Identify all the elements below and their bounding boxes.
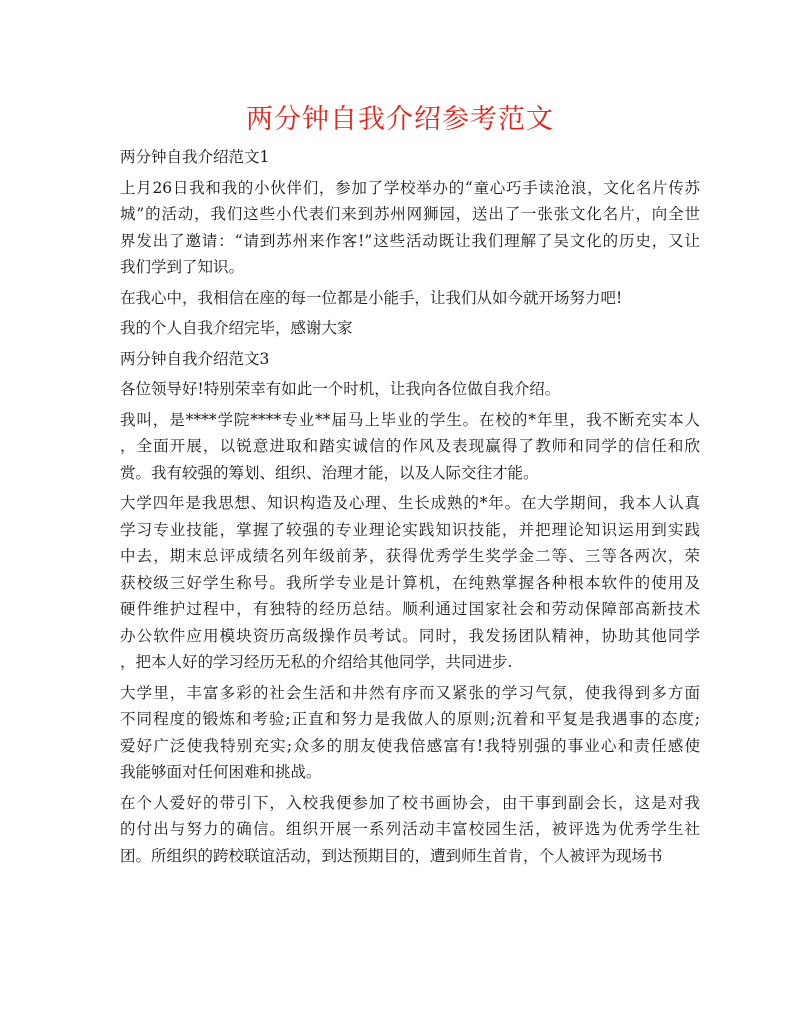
paragraph xyxy=(120,315,700,342)
paragraph-line: 两分钟自我介绍范文1 xyxy=(120,148,270,166)
paragraph-line: 不同程度的锻炼和考验;正直和努力是我做人的原则;沉着和平复是我遇事的态度; xyxy=(120,710,700,728)
paragraph-line: 大学四年是我思想、知识构造及心理、生长成熟的*年。在大学期间，我本人认真 xyxy=(120,494,700,512)
paragraph-line: 的付出与努力的确信。组织开展一系列活动丰富校园生活，被评选为优秀学生社 xyxy=(120,820,700,838)
paragraph-line: 我叫，是****学院****专业**届马上毕业的学生。在校的*年里，我不断充实本人 xyxy=(120,410,700,429)
paragraph-line: 我们学到了知识。 xyxy=(120,258,245,276)
paragraph xyxy=(120,175,700,281)
paragraph xyxy=(120,680,700,786)
paragraph-line: ，全面开展，以锐意进取和踏实诚信的作风及表现赢得了教师和同学的信任和欣 xyxy=(120,437,700,455)
paragraph-line: 办公软件应用模块资历高级操作员考试。同时，我发扬团队精神，协助其他同学 xyxy=(120,626,700,645)
paragraph-line: 城”的活动，我们这些小代表们来到苏州网狮园，送出了一张张文化名片，向全世 xyxy=(120,205,700,223)
paragraph-line: 中去，期末总评成绩名列年级前茅，获得优秀学生奖学金二等、三等各两次，荣 xyxy=(120,547,700,565)
paragraph xyxy=(120,407,700,487)
paragraph-line: 我的个人自我介绍完毕，感谢大家 xyxy=(120,319,353,337)
paragraph-line: 赏。我有较强的筹划、组织、治理才能，以及人际交往才能。 xyxy=(120,463,539,482)
document-title: 两分钟自我介绍参考范文 xyxy=(246,104,554,135)
paragraph-line: 大学里，丰富多彩的社会生活和井然有序而又紧张的学习气氛，使我得到多方面 xyxy=(120,683,700,702)
paragraph-line: 我能够面对任何困难和挑战。 xyxy=(120,763,322,781)
paragraph-line: ，把本人好的学习经历无私的介绍给其他同学，共同进步. xyxy=(120,653,513,671)
paragraph-line: 各位领导好!特别荣幸有如此一个时机，让我向各位做自我介绍。 xyxy=(120,380,561,398)
paragraph xyxy=(120,790,700,870)
paragraph-line: 学习专业技能，掌握了较强的专业理论实践知识技能，并把理论知识运用到实践 xyxy=(120,520,700,539)
paragraph-line: 界发出了邀请：“请到苏州来作客!”这些活动既让我们理解了吴文化的历史，又让 xyxy=(120,231,700,250)
document-body xyxy=(120,144,700,873)
paragraph xyxy=(120,376,700,403)
paragraph-line: 上月26日我和我的小伙伴们，参加了学校举办的“童心巧手读沧浪，文化名片传苏 xyxy=(120,178,700,197)
paragraph-line: 在个人爱好的带引下，入校我便参加了校书画协会，由干事到副会长，这是对我 xyxy=(120,793,700,812)
paragraph xyxy=(120,490,700,676)
paragraph-line: 团。所组织的跨校联谊活动，到达预期目的，遭到师生首肯，个人被评为现场书 xyxy=(120,846,663,865)
paragraph xyxy=(120,346,700,373)
paragraph-line: 在我心中，我相信在座的每一位都是小能手，让我们从如今就开场努力吧! xyxy=(120,288,623,307)
paragraph-line: 爱好广泛使我特别充实;众多的朋友使我倍感富有!我特别强的事业心和责任感使 xyxy=(120,736,700,755)
paragraph xyxy=(120,285,700,312)
paragraph xyxy=(120,144,700,171)
paragraph-line: 获校级三好学生称号。我所学专业是计算机，在纯熟掌握各种根本软件的使用及 xyxy=(120,573,700,592)
paragraph-line: 两分钟自我介绍范文3 xyxy=(120,349,270,368)
paragraph-line: 硬件维护过程中，有独特的经历总结。顺利通过国家社会和劳动保障部高新技术 xyxy=(120,600,700,618)
